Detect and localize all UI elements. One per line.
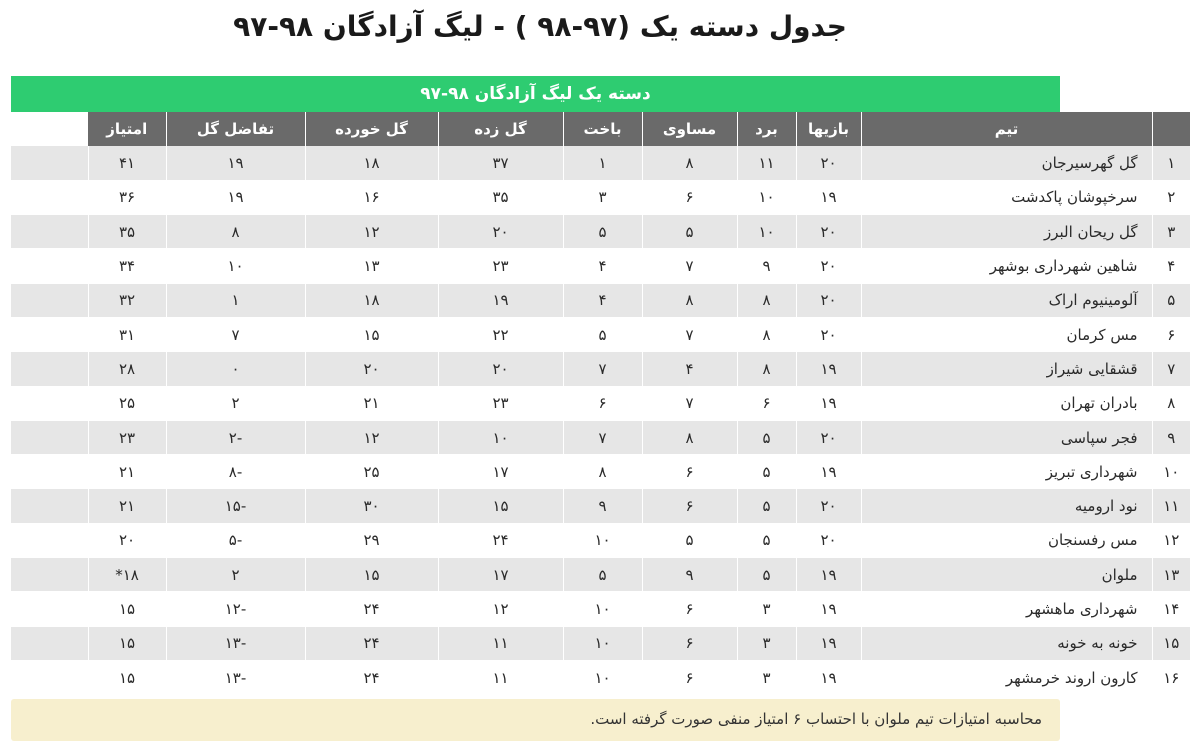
table-row <box>11 386 1190 420</box>
team-rank: ۱ <box>1152 146 1190 180</box>
points: ۳۵ <box>88 215 166 249</box>
games-played: ۲۰ <box>796 283 861 317</box>
goals-against: ۲۴ <box>305 626 438 660</box>
spacer-cell <box>11 558 88 592</box>
goals-for: ۱۷ <box>438 455 563 489</box>
goals-against: ۱۸ <box>305 146 438 180</box>
goals-for: ۱۰ <box>438 420 563 454</box>
games-won: ۳ <box>737 592 796 626</box>
table-row <box>11 249 1190 283</box>
games-lost: ۱ <box>563 146 642 180</box>
games-drawn: ۸ <box>642 283 737 317</box>
goals-against: ۲۴ <box>305 592 438 626</box>
games-drawn: ۶ <box>642 626 737 660</box>
points: ۲۳ <box>88 420 166 454</box>
team-rank: ۸ <box>1152 386 1190 420</box>
team-rank: ۹ <box>1152 420 1190 454</box>
team-rank: ۶ <box>1152 317 1190 351</box>
spacer-cell <box>11 352 88 386</box>
team-name: شهرداری تبریز <box>861 455 1152 489</box>
goals-against: ۱۵ <box>305 317 438 351</box>
column-header-row <box>11 112 1190 146</box>
goal-difference: ۱۹ <box>166 146 305 180</box>
goals-for: ۱۱ <box>438 660 563 694</box>
team-name: ملوان <box>861 558 1152 592</box>
table-row <box>11 660 1190 694</box>
goal-difference: -۸ <box>166 455 305 489</box>
goal-difference: ۲ <box>166 386 305 420</box>
games-won: ۸ <box>737 317 796 351</box>
team-rank: ۱۰ <box>1152 455 1190 489</box>
games-won: ۸ <box>737 283 796 317</box>
team-rank: ۱۴ <box>1152 592 1190 626</box>
games-lost: ۱۰ <box>563 660 642 694</box>
team-name: شاهین شهرداری بوشهر <box>861 249 1152 283</box>
col-header-goal-difference: تفاضل گل <box>166 112 305 146</box>
points: ۱۸* <box>88 558 166 592</box>
games-won: ۵ <box>737 489 796 523</box>
col-header-drawn: مساوی <box>642 112 737 146</box>
games-won: ۶ <box>737 386 796 420</box>
table-caption: دسته یک لیگ آزادگان ۹۸-۹۷ <box>11 76 1060 112</box>
col-header-team: تیم <box>861 112 1152 146</box>
games-played: ۲۰ <box>796 420 861 454</box>
team-rank: ۳ <box>1152 215 1190 249</box>
goals-for: ۱۷ <box>438 558 563 592</box>
games-won: ۱۰ <box>737 180 796 214</box>
col-header-played: بازیها <box>796 112 861 146</box>
games-won: ۸ <box>737 352 796 386</box>
goals-against: ۲۰ <box>305 352 438 386</box>
games-lost: ۴ <box>563 249 642 283</box>
goals-for: ۲۴ <box>438 523 563 557</box>
goals-for: ۱۹ <box>438 283 563 317</box>
table-body <box>11 146 1190 695</box>
spacer-cell <box>11 660 88 694</box>
spacer-cell <box>11 455 88 489</box>
team-name: نود ارومیه <box>861 489 1152 523</box>
spacer-cell <box>11 523 88 557</box>
goal-difference: -۱۵ <box>166 489 305 523</box>
points: ۲۵ <box>88 386 166 420</box>
points: ۳۶ <box>88 180 166 214</box>
team-name: کارون اروند خرمشهر <box>861 660 1152 694</box>
games-played: ۲۰ <box>796 215 861 249</box>
team-name: مس رفسنجان <box>861 523 1152 557</box>
games-lost: ۷ <box>563 420 642 454</box>
games-drawn: ۶ <box>642 455 737 489</box>
table-row <box>11 592 1190 626</box>
games-drawn: ۷ <box>642 317 737 351</box>
games-drawn: ۶ <box>642 592 737 626</box>
table-row <box>11 626 1190 660</box>
goals-against: ۱۳ <box>305 249 438 283</box>
games-drawn: ۹ <box>642 558 737 592</box>
spacer-cell <box>11 215 88 249</box>
games-played: ۱۹ <box>796 455 861 489</box>
games-played: ۱۹ <box>796 660 861 694</box>
games-drawn: ۵ <box>642 215 737 249</box>
table-row <box>11 352 1190 386</box>
page-title: جدول دسته یک (۹۷-۹۸ ) - لیگ آزادگان ۹۸-۹۷ <box>233 10 847 43</box>
points: ۱۵ <box>88 660 166 694</box>
goal-difference: -۱۳ <box>166 626 305 660</box>
games-played: ۲۰ <box>796 317 861 351</box>
table-row <box>11 215 1190 249</box>
games-won: ۹ <box>737 249 796 283</box>
spacer-cell <box>11 317 88 351</box>
spacer-cell <box>11 283 88 317</box>
spacer-cell <box>11 386 88 420</box>
games-won: ۱۱ <box>737 146 796 180</box>
games-lost: ۶ <box>563 386 642 420</box>
team-rank: ۱۳ <box>1152 558 1190 592</box>
table-row <box>11 146 1190 180</box>
team-name: بادران تهران <box>861 386 1152 420</box>
table-row <box>11 558 1190 592</box>
points: ۱۵ <box>88 592 166 626</box>
spacer-cell <box>11 420 88 454</box>
goals-against: ۲۹ <box>305 523 438 557</box>
team-name: گل ریحان البرز <box>861 215 1152 249</box>
games-drawn: ۸ <box>642 146 737 180</box>
points: ۱۵ <box>88 626 166 660</box>
games-drawn: ۵ <box>642 523 737 557</box>
games-played: ۱۹ <box>796 352 861 386</box>
table-row <box>11 523 1190 557</box>
points: ۳۲ <box>88 283 166 317</box>
team-rank: ۴ <box>1152 249 1190 283</box>
games-drawn: ۶ <box>642 489 737 523</box>
spacer-cell <box>11 626 88 660</box>
team-rank: ۲ <box>1152 180 1190 214</box>
points: ۲۱ <box>88 489 166 523</box>
table-row <box>11 420 1190 454</box>
team-rank: ۱۲ <box>1152 523 1190 557</box>
games-played: ۲۰ <box>796 146 861 180</box>
games-lost: ۵ <box>563 215 642 249</box>
games-drawn: ۸ <box>642 420 737 454</box>
spacer-cell <box>11 592 88 626</box>
goals-against: ۲۴ <box>305 660 438 694</box>
games-lost: ۳ <box>563 180 642 214</box>
team-name: آلومینیوم اراک <box>861 283 1152 317</box>
team-name: فجر سپاسی <box>861 420 1152 454</box>
games-won: ۵ <box>737 420 796 454</box>
games-drawn: ۷ <box>642 386 737 420</box>
spacer-cell <box>11 249 88 283</box>
team-name: مس کرمان <box>861 317 1152 351</box>
points: ۲۱ <box>88 455 166 489</box>
team-name: خونه به خونه <box>861 626 1152 660</box>
standings-table-container <box>11 76 1180 695</box>
games-played: ۲۰ <box>796 249 861 283</box>
goals-against: ۱۵ <box>305 558 438 592</box>
table-row <box>11 489 1190 523</box>
table-row <box>11 180 1190 214</box>
points: ۲۸ <box>88 352 166 386</box>
footnote: محاسبه امتیازات تیم ملوان با احتساب ۶ امتیاز منفی صورت گرفته است. <box>11 699 1060 741</box>
goal-difference: ۱۹ <box>166 180 305 214</box>
team-name: قشقایی شیراز <box>861 352 1152 386</box>
goals-for: ۲۰ <box>438 215 563 249</box>
goals-for: ۲۳ <box>438 386 563 420</box>
games-won: ۵ <box>737 558 796 592</box>
col-header-won: برد <box>737 112 796 146</box>
games-lost: ۵ <box>563 558 642 592</box>
col-header-points: امتیاز <box>106 120 148 138</box>
team-rank: ۱۵ <box>1152 626 1190 660</box>
games-played: ۱۹ <box>796 626 861 660</box>
table-row <box>11 455 1190 489</box>
spacer-cell <box>11 180 88 214</box>
col-header-goals-for: گل زده <box>438 112 563 146</box>
goals-against: ۱۶ <box>305 180 438 214</box>
games-lost: ۸ <box>563 455 642 489</box>
team-rank: ۱۶ <box>1152 660 1190 694</box>
goal-difference: -۱۲ <box>166 592 305 626</box>
goals-for: ۱۲ <box>438 592 563 626</box>
goals-against: ۳۰ <box>305 489 438 523</box>
goals-for: ۲۰ <box>438 352 563 386</box>
goals-for: ۳۵ <box>438 180 563 214</box>
points: ۳۴ <box>88 249 166 283</box>
goals-against: ۱۲ <box>305 215 438 249</box>
goals-for: ۱۵ <box>438 489 563 523</box>
goal-difference: ۷ <box>166 317 305 351</box>
goal-difference: ۸ <box>166 215 305 249</box>
points: ۴۱ <box>88 146 166 180</box>
games-won: ۳ <box>737 660 796 694</box>
goals-for: ۱۱ <box>438 626 563 660</box>
team-rank: ۵ <box>1152 283 1190 317</box>
goals-against: ۱۲ <box>305 420 438 454</box>
col-header-goals-against: گل خورده <box>305 112 438 146</box>
spacer-cell <box>11 489 88 523</box>
games-lost: ۱۰ <box>563 626 642 660</box>
games-lost: ۵ <box>563 317 642 351</box>
goal-difference: ۱۰ <box>166 249 305 283</box>
team-rank: ۱۱ <box>1152 489 1190 523</box>
games-drawn: ۶ <box>642 180 737 214</box>
games-drawn: ۷ <box>642 249 737 283</box>
goal-difference: ۰ <box>166 352 305 386</box>
games-won: ۳ <box>737 626 796 660</box>
goals-against: ۱۸ <box>305 283 438 317</box>
games-drawn: ۴ <box>642 352 737 386</box>
goals-for: ۳۷ <box>438 146 563 180</box>
goal-difference: ۱ <box>166 283 305 317</box>
points: ۲۰ <box>88 523 166 557</box>
table-row <box>11 317 1190 351</box>
games-played: ۱۹ <box>796 386 861 420</box>
points: ۳۱ <box>88 317 166 351</box>
games-played: ۱۹ <box>796 558 861 592</box>
team-rank: ۷ <box>1152 352 1190 386</box>
games-drawn: ۶ <box>642 660 737 694</box>
goals-against: ۲۵ <box>305 455 438 489</box>
games-won: ۱۰ <box>737 215 796 249</box>
games-lost: ۹ <box>563 489 642 523</box>
team-name: شهرداری ماهشهر <box>861 592 1152 626</box>
games-played: ۲۰ <box>796 523 861 557</box>
games-lost: ۴ <box>563 283 642 317</box>
goal-difference: -۵ <box>166 523 305 557</box>
games-played: ۱۹ <box>796 592 861 626</box>
team-name: سرخپوشان پاکدشت <box>861 180 1152 214</box>
games-played: ۱۹ <box>796 180 861 214</box>
col-header-rank <box>1152 112 1190 146</box>
goal-difference: -۱۳ <box>166 660 305 694</box>
team-name: گل گهرسیرجان <box>861 146 1152 180</box>
goal-difference: ۲ <box>166 558 305 592</box>
spacer-cell <box>11 146 88 180</box>
games-lost: ۱۰ <box>563 523 642 557</box>
goals-for: ۲۲ <box>438 317 563 351</box>
goals-against: ۲۱ <box>305 386 438 420</box>
games-lost: ۷ <box>563 352 642 386</box>
goals-for: ۲۳ <box>438 249 563 283</box>
standings-table <box>11 112 1190 695</box>
table-row <box>11 283 1190 317</box>
goal-difference: -۲ <box>166 420 305 454</box>
col-header-lost: باخت <box>563 112 642 146</box>
games-lost: ۱۰ <box>563 592 642 626</box>
games-won: ۵ <box>737 455 796 489</box>
games-played: ۲۰ <box>796 489 861 523</box>
games-won: ۵ <box>737 523 796 557</box>
